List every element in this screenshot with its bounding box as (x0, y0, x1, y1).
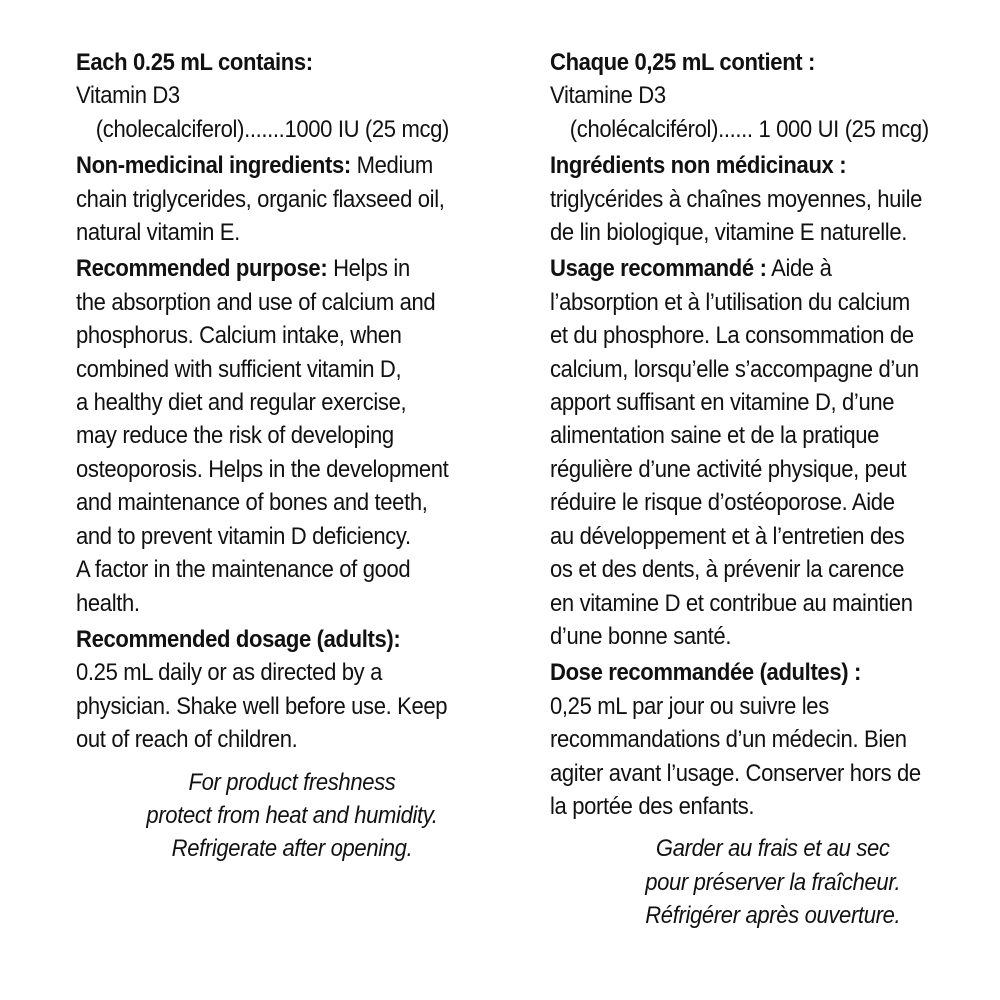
dosage-section-en (76, 623, 508, 757)
nonmed-line-en: chain triglycerides, organic flaxseed oil, (76, 185, 445, 213)
purpose-line-fr: alimentation saine et de la pratique (550, 422, 880, 450)
contains-section-fr (550, 46, 996, 146)
purpose-section-fr (550, 252, 996, 653)
storage-line-en: protect from heat and humidity. (146, 801, 438, 829)
nonmed-text-en: Medium (350, 152, 433, 180)
storage-line-en: For product freshness (188, 768, 396, 796)
purpose-line-en: health. (76, 589, 140, 617)
storage-note-fr (550, 832, 996, 932)
purpose-text-fr: Aide à (766, 255, 832, 283)
contains-heading-fr: Chaque 0,25 mL contient : (550, 49, 816, 76)
vitamin-name-en: Vitamin D3 (76, 82, 180, 110)
purpose-line-en: a healthy diet and regular exercise, (76, 389, 407, 417)
dosage-line-en: out of reach of children. (76, 726, 298, 754)
nonmed-heading-fr: Ingrédients non médicinaux : (550, 152, 847, 180)
purpose-line-fr: l’absorption et à l’utilisation du calcium (550, 288, 910, 316)
storage-line-fr: Réfrigérer après ouverture. (645, 902, 901, 930)
purpose-line-en: combined with sufficient vitamin D, (76, 355, 402, 383)
contains-heading-en: Each 0.25 mL contains: (76, 49, 313, 76)
dosage-line-fr: agiter avant l’usage. Conserver hors de (550, 759, 921, 787)
dosage-line-fr: recommandations d’un médecin. Bien (550, 726, 907, 754)
storage-note-en (76, 766, 508, 866)
purpose-line-fr: d’une bonne santé. (550, 622, 732, 650)
contains-section-en (76, 46, 508, 146)
dosage-heading-en: Recommended dosage (adults): (76, 625, 401, 653)
english-column (76, 46, 508, 866)
purpose-line-en: and to prevent vitamin D deficiency. (76, 522, 411, 550)
dosage-line-en: 0.25 mL daily or as directed by a (76, 659, 382, 687)
purpose-line-fr: os et des dents, à prévenir la carence (550, 556, 905, 584)
vitamin-detail-en: (cholecalciferol).......1000 IU (25 mcg) (95, 115, 450, 143)
purpose-line-fr: régulière d’une activité physique, peut (550, 455, 907, 483)
purpose-line-en: A factor in the maintenance of good (76, 556, 411, 584)
purpose-text-en: Helps in (327, 255, 410, 283)
purpose-line-fr: apport suffisant en vitamine D, d’une (550, 389, 895, 417)
dosage-section-fr (550, 656, 996, 823)
vitamin-name-fr: Vitamine D3 (550, 82, 666, 110)
purpose-section-en (76, 252, 508, 619)
purpose-line-en: the absorption and use of calcium and (76, 288, 436, 316)
nonmed-line-en: natural vitamin E. (76, 219, 240, 247)
nonmed-heading-en: Non-medicinal ingredients: (76, 152, 351, 180)
dosage-line-fr: 0,25 mL par jour ou suivre les (550, 692, 829, 720)
purpose-line-fr: au développement et à l’entretien des (550, 522, 905, 550)
purpose-line-en: may reduce the risk of developing (76, 422, 394, 450)
purpose-line-fr: calcium, lorsqu’elle s’accompagne d’un (550, 355, 919, 383)
purpose-line-en: and maintenance of bones and teeth, (76, 489, 428, 517)
nonmed-section-fr (550, 149, 996, 249)
nonmed-line-fr: triglycérides à chaînes moyennes, huile (550, 185, 923, 213)
storage-line-fr: Garder au frais et au sec (655, 835, 890, 863)
purpose-line-fr: réduire le risque d’ostéoporose. Aide (550, 489, 895, 517)
purpose-line-fr: en vitamine D et contribue au maintien (550, 589, 913, 617)
storage-line-en: Refrigerate after opening. (171, 835, 413, 863)
dosage-line-fr: la portée des enfants. (550, 792, 755, 820)
purpose-heading-en: Recommended purpose: (76, 255, 328, 283)
nonmed-line-fr: de lin biologique, vitamine E naturelle. (550, 219, 908, 247)
purpose-line-en: phosphorus. Calcium intake, when (76, 322, 402, 350)
purpose-line-en: osteoporosis. Helps in the development (76, 455, 449, 483)
vitamin-detail-fr: (cholécalciférol)...... 1 000 UI (25 mcg) (569, 115, 929, 143)
purpose-heading-fr: Usage recommandé : (550, 255, 767, 283)
dosage-line-en: physician. Shake well before use. Keep (76, 692, 448, 720)
purpose-line-fr: et du phosphore. La consommation de (550, 322, 914, 350)
french-column (550, 46, 996, 933)
nonmed-section-en (76, 149, 508, 249)
storage-line-fr: pour préserver la fraîcheur. (645, 868, 901, 896)
dosage-heading-fr: Dose recommandée (adultes) : (550, 659, 861, 687)
